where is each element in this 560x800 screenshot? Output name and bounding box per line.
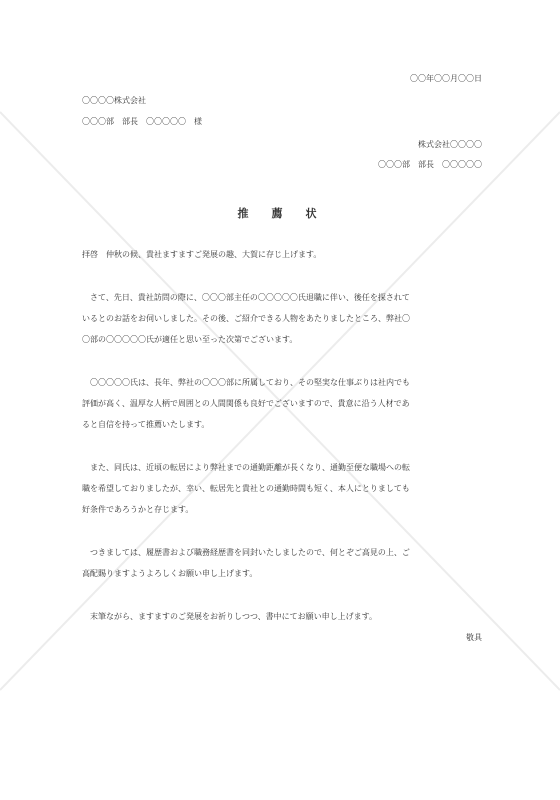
paragraph-3-line-2: 職を希望しておりましたが、幸い、転居先と貴社との通勤時間も短く、本人にとりましても (82, 484, 410, 493)
paragraph-4-line-1: つきましては、履歴書および職務経歴書を同封いたしましたので、何とぞご高見の上、ご (82, 548, 410, 557)
closing-line: 末筆ながら、ますますのご発展をお祈りしつつ、書中にてお願い申し上げます。 (82, 612, 378, 621)
sender-company: 株式会社〇〇〇〇 (418, 140, 482, 149)
paragraph-2-line-2: 評価が高く、温厚な人柄で周囲との人間関係も良好でございますので、貴意に沿う人材であ (82, 399, 410, 408)
paragraph-1-line-3: 〇部の〇〇〇〇〇氏が適任と思い至った次第でございます。 (82, 335, 298, 344)
paragraph-3-line-3: 好条件であろうかと存じます。 (82, 505, 194, 514)
sign-off: 敬具 (466, 633, 482, 642)
paragraph-4-line-2: 高配賜りますようよろしくお願い申し上げます。 (82, 569, 258, 578)
paragraph-2-line-1: 〇〇〇〇〇氏は、長年、弊社の〇〇〇部に所属しており、その堅実な仕事ぶりは社内でも (82, 378, 410, 387)
letter-date: 〇〇年〇〇月〇〇日 (410, 74, 482, 83)
paragraph-1-line-1: さて、先日、貴社訪問の際に、〇〇〇部主任の〇〇〇〇〇氏退職に伴い、後任を探されて (82, 293, 410, 302)
paragraph-1-line-2: いるとのお話をお伺いしました。その後、ご紹介できる人物をあたりましたところ、弊社〇 (82, 314, 410, 323)
sender-person: 〇〇〇部 部長 〇〇〇〇〇 (378, 160, 482, 169)
greeting-line: 拝啓 仲秋の候、貴社ますますご発展の趣、大賀に存じ上げます。 (82, 250, 322, 259)
recipient-company: 〇〇〇〇株式会社 (82, 96, 146, 105)
recipient-person: 〇〇〇部 部長 〇〇〇〇〇 様 (82, 117, 202, 126)
paragraph-3-line-1: また、同氏は、近頃の転居により弊社までの通勤距離が長くなり、通勤至便な職場への転 (82, 463, 410, 472)
letter-title: 推 薦 状 (237, 207, 323, 220)
paragraph-2-line-3: ると自信を持って推薦いたします。 (82, 420, 210, 429)
